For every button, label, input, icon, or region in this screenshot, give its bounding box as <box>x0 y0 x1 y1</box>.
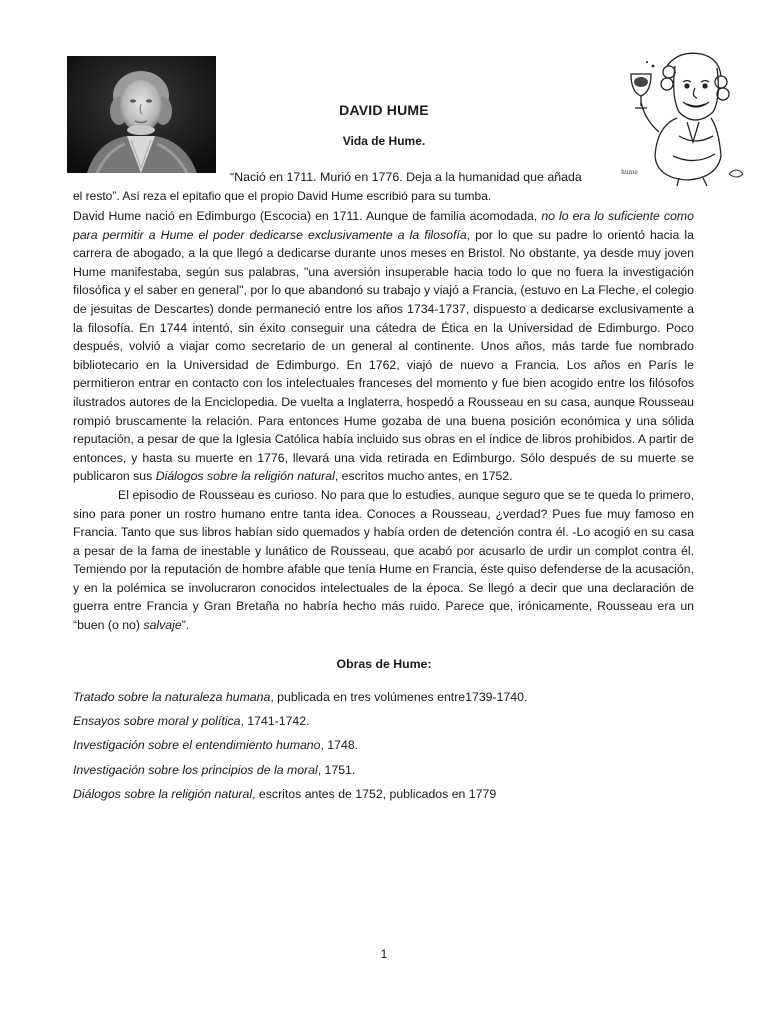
work-title: Tratado sobre la naturaleza humana <box>73 690 271 704</box>
page-title: DAVID HUME <box>339 102 429 118</box>
work-details: , 1751. <box>317 762 356 777</box>
bio-text: , por lo que su padre lo orientó hacia la carrera de abogado, a la que llegó a dedicarse durante unos meses en Bristol. No obstante, ya desde muy joven Hume manifestaba, según sus palabras, "una aversión insuperable hacia todo lo que no fuera la investigación filosófica y el saber en general", por lo que abandonó su trabajo y viajó a Francia, (estuvo en La Fleche, el colegio de jesuitas de Descartes) donde permaneció entre los años 1734-1737, dispuesto a dedicarse exclusivamente a la filosofía. En 1744 intentó, sin éxito conseguir una cátedra de Ética en la Universidad de Edimburgo. Poco después, volvió a viajar como secretario de un general al continente. Unos años, más tarde fue nombrado bibliotecario en la Universidad de Edimburgo. En 1762, viajó de nuevo a Francia. Los años en París le permitieron entrar en contacto con los intelectuales franceses del momento y fue bien acogido entre los filósofos ilustrados autores de la Enciclopedia. De vuelta a Inglaterra, hospedó a Rousseau en su casa, aunque Rousseau rompió bruscamente la relación. Para entonces Hume gozaba de una buena posición económica y una sólida reputación, a pesar de que la Iglesia Católica había incluido sus obras en el índice de libros prohibidos. A partir de entonces, y hasta su muerte en 1776, llevará una vida retirada en Edimburgo. Sólo después de su muerte se publicaron sus <box>73 227 694 484</box>
work-title: Ensayos sobre moral y política <box>73 714 241 729</box>
bio-italic-text: salvaje <box>143 618 182 633</box>
bio-italic-text: Diálogos sobre la religión natural <box>155 469 335 484</box>
work-title: Investigación sobre los principios de la moral <box>73 762 318 777</box>
bio-italic-text: no lo era lo suficiente como para permitir a Hume el poder dedicarse exclusivamente a la filosofía <box>73 209 694 242</box>
work-title: Diálogos sobre la religión natural <box>73 786 253 801</box>
works-heading: Obras de Hume: <box>336 657 432 671</box>
page-subtitle: Vida de Hume. <box>342 134 426 148</box>
page-number: 1 <box>380 947 388 961</box>
list-item <box>73 736 713 760</box>
work-details: , 1741-1742. <box>240 714 310 729</box>
epitaph-line-2: el resto”. Así reza el epitafio que el propio David Hume escribió para su tumba. <box>73 189 492 203</box>
biography-paragraph-2 <box>73 486 694 635</box>
work-details: , 1748. <box>320 738 359 753</box>
biography-text <box>73 207 694 635</box>
biography-paragraph-1 <box>73 207 694 486</box>
caricature-signature: hume <box>621 169 638 176</box>
works-list <box>73 688 713 809</box>
bio-text: David Hume nació en Edimburgo (Escocia) en 1711. Aunque de familia acomodada, <box>73 209 542 223</box>
list-item <box>73 688 713 712</box>
work-details: , escritos antes de 1752, publicados en 1779 <box>252 786 497 801</box>
list-item <box>73 712 713 736</box>
bio-text: El episodio de Rousseau es curioso. No para que lo estudies, aunque seguro que se te queda lo primero, sino para poner un rostro humano entre tanta idea. Conoces a Rousseau, ¿verdad? Pues fue muy famoso en Francia. Tanto que sus libros habían sido quemados y había orden de detención contra él. -Lo acogió en su casa a pesar de la fama de inestable y lunático de Rousseau, que acabó por acusarlo de urdir un complot contra él. Temiendo por la reputación de hombre afable que tenía Hume en Francia, éste quiso defenderse de la acusación, y en la polémica se involucraron conocidos intelectuales de la época. Se llegó a decir que una declaración de guerra entre Francia y Gran Bretaña no habría hecho más ruido. Parece que, irónicamente, Rousseau era un “buen (o no) <box>73 487 694 633</box>
list-item <box>73 761 713 785</box>
work-details: , publicada en tres volúmenes entre1739-1740. <box>270 690 528 704</box>
work-title: Investigación sobre el entendimiento humano <box>73 738 321 753</box>
bio-text: , escritos mucho antes, en 1752. <box>334 469 513 484</box>
list-item <box>73 785 713 809</box>
bio-text: ”. <box>181 618 190 633</box>
epitaph-line-1: “Nació en 1711. Murió en 1776. Deja a la humanidad que añada <box>230 170 582 184</box>
